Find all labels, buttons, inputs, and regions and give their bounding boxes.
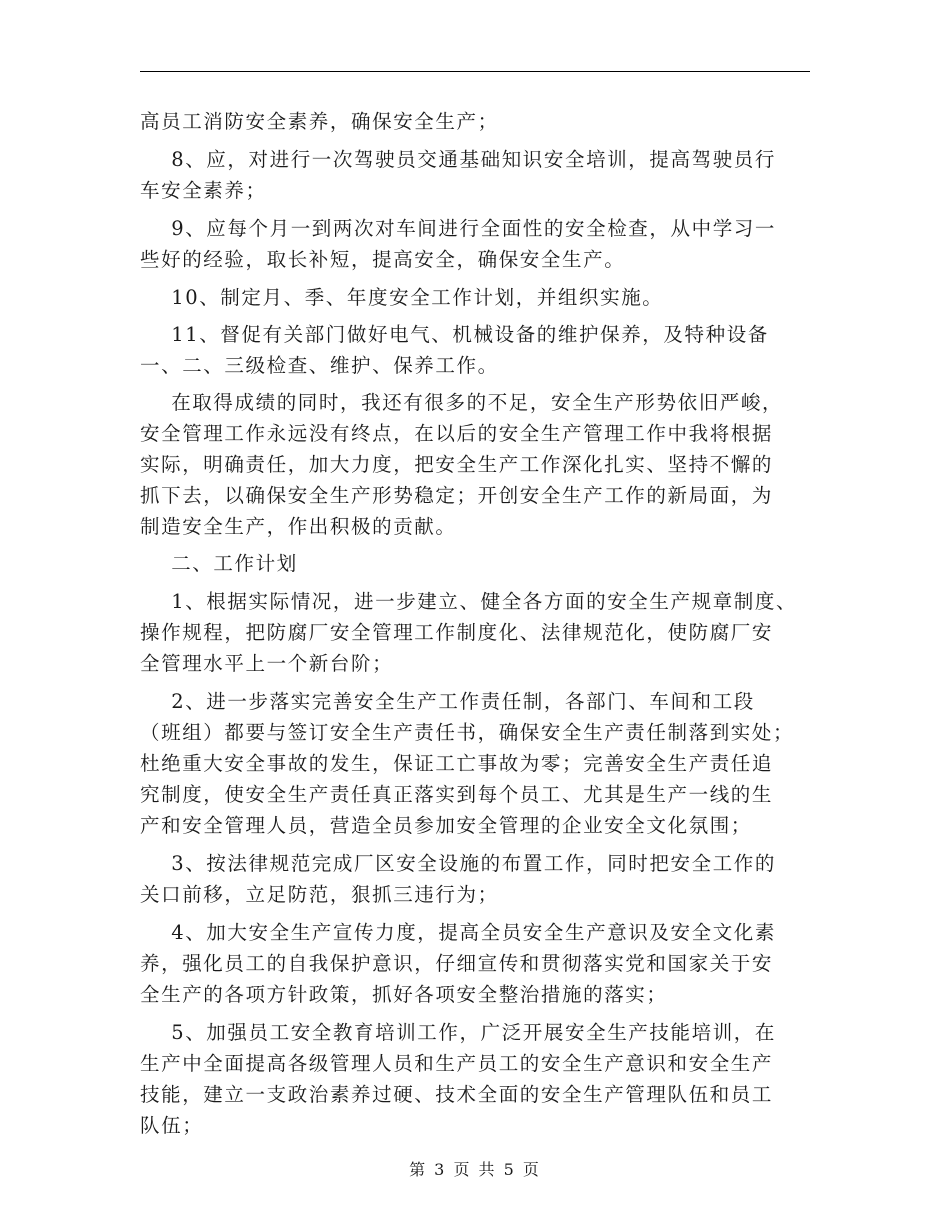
text-line: 生产中全面提高各级管理人员和生产员工的安全生产意识和安全生产 (140, 1052, 774, 1075)
text-line: 5、加强员工安全教育培训工作，广泛开展安全生产技能培训，在 (140, 1021, 777, 1044)
text-line: 队伍； (140, 1114, 204, 1137)
text-line: 3、按法律规范完成厂区安全设施的布置工作，同时把安全工作的 (140, 852, 777, 875)
text-line: 1、根据实际情况，进一步建立、健全各方面的安全生产规章制度、 (140, 590, 798, 613)
page-number: 第 3 页 共 5 页 (409, 1160, 541, 1179)
text-line: 些好的经验，取长补短，提高安全，确保安全生产。 (140, 248, 626, 271)
text-line: 2、进一步落实完善安全生产工作责任制，各部门、车间和工段 (140, 690, 755, 713)
text-line: 全生产的各项方针政策，抓好各项安全整治措施的落实； (140, 983, 668, 1006)
text-line: 安全管理工作永远没有终点，在以后的安全生产管理工作中我将根据 (140, 422, 774, 445)
text-line: 实际，明确责任，加大力度，把安全生产工作深化扎实、坚持不懈的 (140, 453, 774, 476)
text-line: 11、督促有关部门做好电气、机械设备的维护保养，及特种设备 (140, 323, 769, 346)
text-line: 产和安全管理人员，营造全员参加安全管理的企业安全文化氛围； (140, 814, 752, 837)
text-line: （班组）都要与签订安全生产责任书，确保安全生产责任制落到实处； (140, 721, 795, 744)
text-line: 技能，建立一支政治素养过硬、技术全面的安全生产管理队伍和员工 (140, 1083, 774, 1106)
text-line: 养，强化员工的自我保护意识，仔细宣传和贯彻落实党和国家关于安 (140, 952, 774, 975)
text-line: 9、应每个月一到两次对车间进行全面性的安全检查，从中学习一 (140, 217, 777, 240)
text-line: 4、加大安全生产宣传力度，提高全员安全生产意识及安全文化素 (140, 921, 777, 944)
text-line: 10、制定月、季、年度安全工作计划，并组织实施。 (140, 286, 664, 309)
text-line: 一、二、三级检查、维护、保养工作。 (140, 354, 499, 377)
text-line: 全管理水平上一个新台阶； (140, 652, 394, 675)
text-line: 8、应，对进行一次驾驶员交通基础知识安全培训，提高驾驶员行 (140, 148, 777, 171)
text-line: 抓下去，以确保安全生产形势稳定；开创安全生产工作的新局面，为 (140, 484, 774, 507)
page-footer (0, 1157, 950, 1180)
section-heading: 二、工作计划 (140, 552, 298, 575)
text-line: 操作规程，把防腐厂安全管理工作制度化、法律规范化，使防腐厂安 (140, 621, 774, 644)
text-line: 杜绝重大安全事故的发生，保证工亡事故为零；完善安全生产责任追 (140, 752, 774, 775)
text-line: 制造安全生产，作出积极的贡献。 (140, 515, 457, 538)
text-line: 车安全素养； (140, 179, 267, 202)
text-line: 关口前移，立足防范，狠抓三违行为； (140, 883, 499, 906)
text-line: 高员工消防安全素养，确保安全生产； (140, 110, 499, 133)
header-rule (140, 71, 810, 72)
text-line: 在取得成绩的同时，我还有很多的不足，安全生产形势依旧严峻， (140, 391, 784, 414)
text-line: 究制度，使安全生产责任真正落实到每个员工、尤其是生产一线的生 (140, 783, 774, 806)
